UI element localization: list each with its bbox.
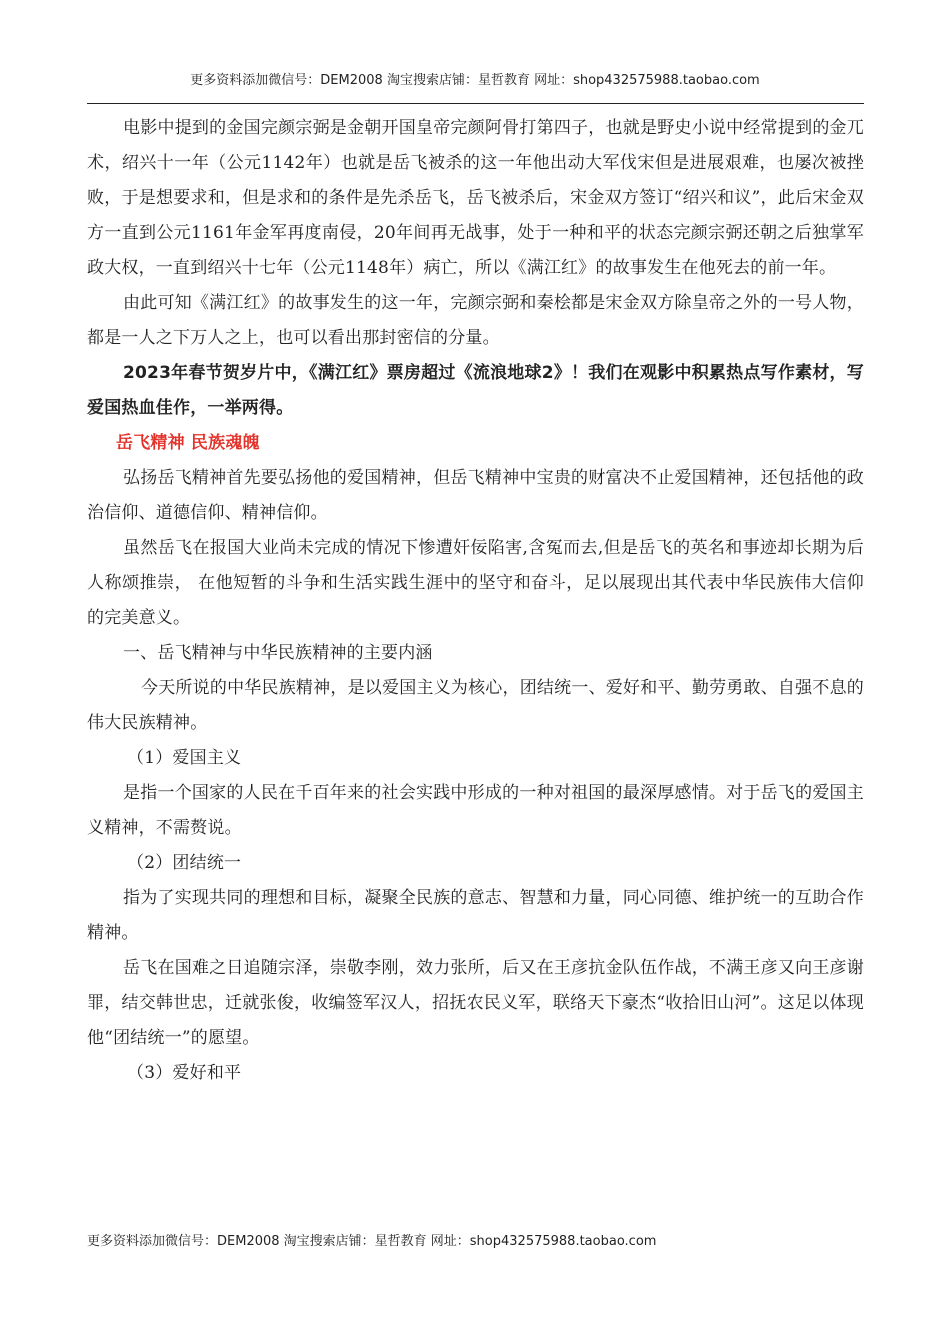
subheading-connotation: 一、岳飞精神与中华民族精神的主要内涵	[123, 643, 433, 663]
page-header: 更多资料添加微信号：DEM2008 淘宝搜索店铺：星哲教育 网址：shop432575988.taobao.com	[190, 73, 760, 88]
header-divider	[87, 103, 864, 104]
document-body	[87, 111, 864, 1091]
section-title: 岳飞精神 民族魂魄	[116, 433, 260, 453]
paragraph-national-spirit: 今天所说的中华民族精神，是以爱国主义为核心，团结统一、爱好和平、勤劳勇敢、自强不息的伟大民族精神。	[87, 678, 864, 733]
item-peace: （3）爱好和平	[127, 1063, 242, 1083]
paragraph-spirit: 弘扬岳飞精神首先要弘扬他的爱国精神，但岳飞精神中宝贵的财富决不止爱国精神，还包括他的政治信仰、道德信仰、精神信仰。	[87, 468, 864, 523]
paragraph-wanyan: 电影中提到的金国完颜宗弼是金朝开国皇帝完颜阿骨打第四子，也就是野史小说中经常提到的金兀术，绍兴十一年（公元1142年）也就是岳飞被杀的这一年他出动大军伐宋但是进展艰难，也屡次被挫败，于是想要求和，但是求和的条件是先杀岳飞，岳飞被杀后，宋金双方签订“绍兴和议”，此后宋金双方一直到公元1161年金军再度南侵，20年间再无战事，处于一种和平的状态完颜宗弼还朝之后独掌军政大权，一直到绍兴十七年（公元1148年）病亡，所以《满江红》的故事发生在他死去的前一年。	[87, 118, 864, 278]
highlight-paragraph: 2023年春节贺岁片中，《满江红》票房超过《流浪地球2》！我们在观影中积累热点写作素材，写爱国热血佳作，一举两得。	[87, 363, 864, 418]
paragraph-unity-example: 岳飞在国难之日追随宗泽，崇敬李刚，效力张所，后又在王彦抗金队伍作战，不满王彦又向王彦谢罪，结交韩世忠，迁就张俊，收编签军汉人，招抚农民义军，联络天下豪杰“收拾旧山河”。这足以体现他“团结统一”的愿望。	[87, 958, 864, 1048]
paragraph-patriotism: 是指一个国家的人民在千百年来的社会实践中形成的一种对祖国的最深厚感情。对于岳飞的爱国主义精神，不需赘说。	[87, 783, 864, 838]
page-footer: 更多资料添加微信号：DEM2008 淘宝搜索店铺：星哲教育 网址：shop432575988.taobao.com	[87, 1234, 657, 1249]
paragraph-conclusion: 由此可知《满江红》的故事发生的这一年，完颜宗弼和秦桧都是宋金双方除皇帝之外的一号人物，都是一人之下万人之上，也可以看出那封密信的分量。	[87, 293, 864, 348]
item-patriotism: （1）爱国主义	[127, 748, 242, 768]
paragraph-unity-definition: 指为了实现共同的理想和目标，凝聚全民族的意志、智慧和力量，同心同德、维护统一的互助合作精神。	[87, 888, 864, 943]
item-unity: （2）团结统一	[127, 853, 242, 873]
paragraph-legacy: 虽然岳飞在报国大业尚未完成的情况下惨遭奸佞陷害,含冤而去,但是岳飞的英名和事迹却长期为后人称颂推崇， 在他短暂的斗争和生活实践生涯中的坚守和奋斗，足以展现出其代表中华民族伟大信仰的完美意义。	[87, 538, 864, 628]
